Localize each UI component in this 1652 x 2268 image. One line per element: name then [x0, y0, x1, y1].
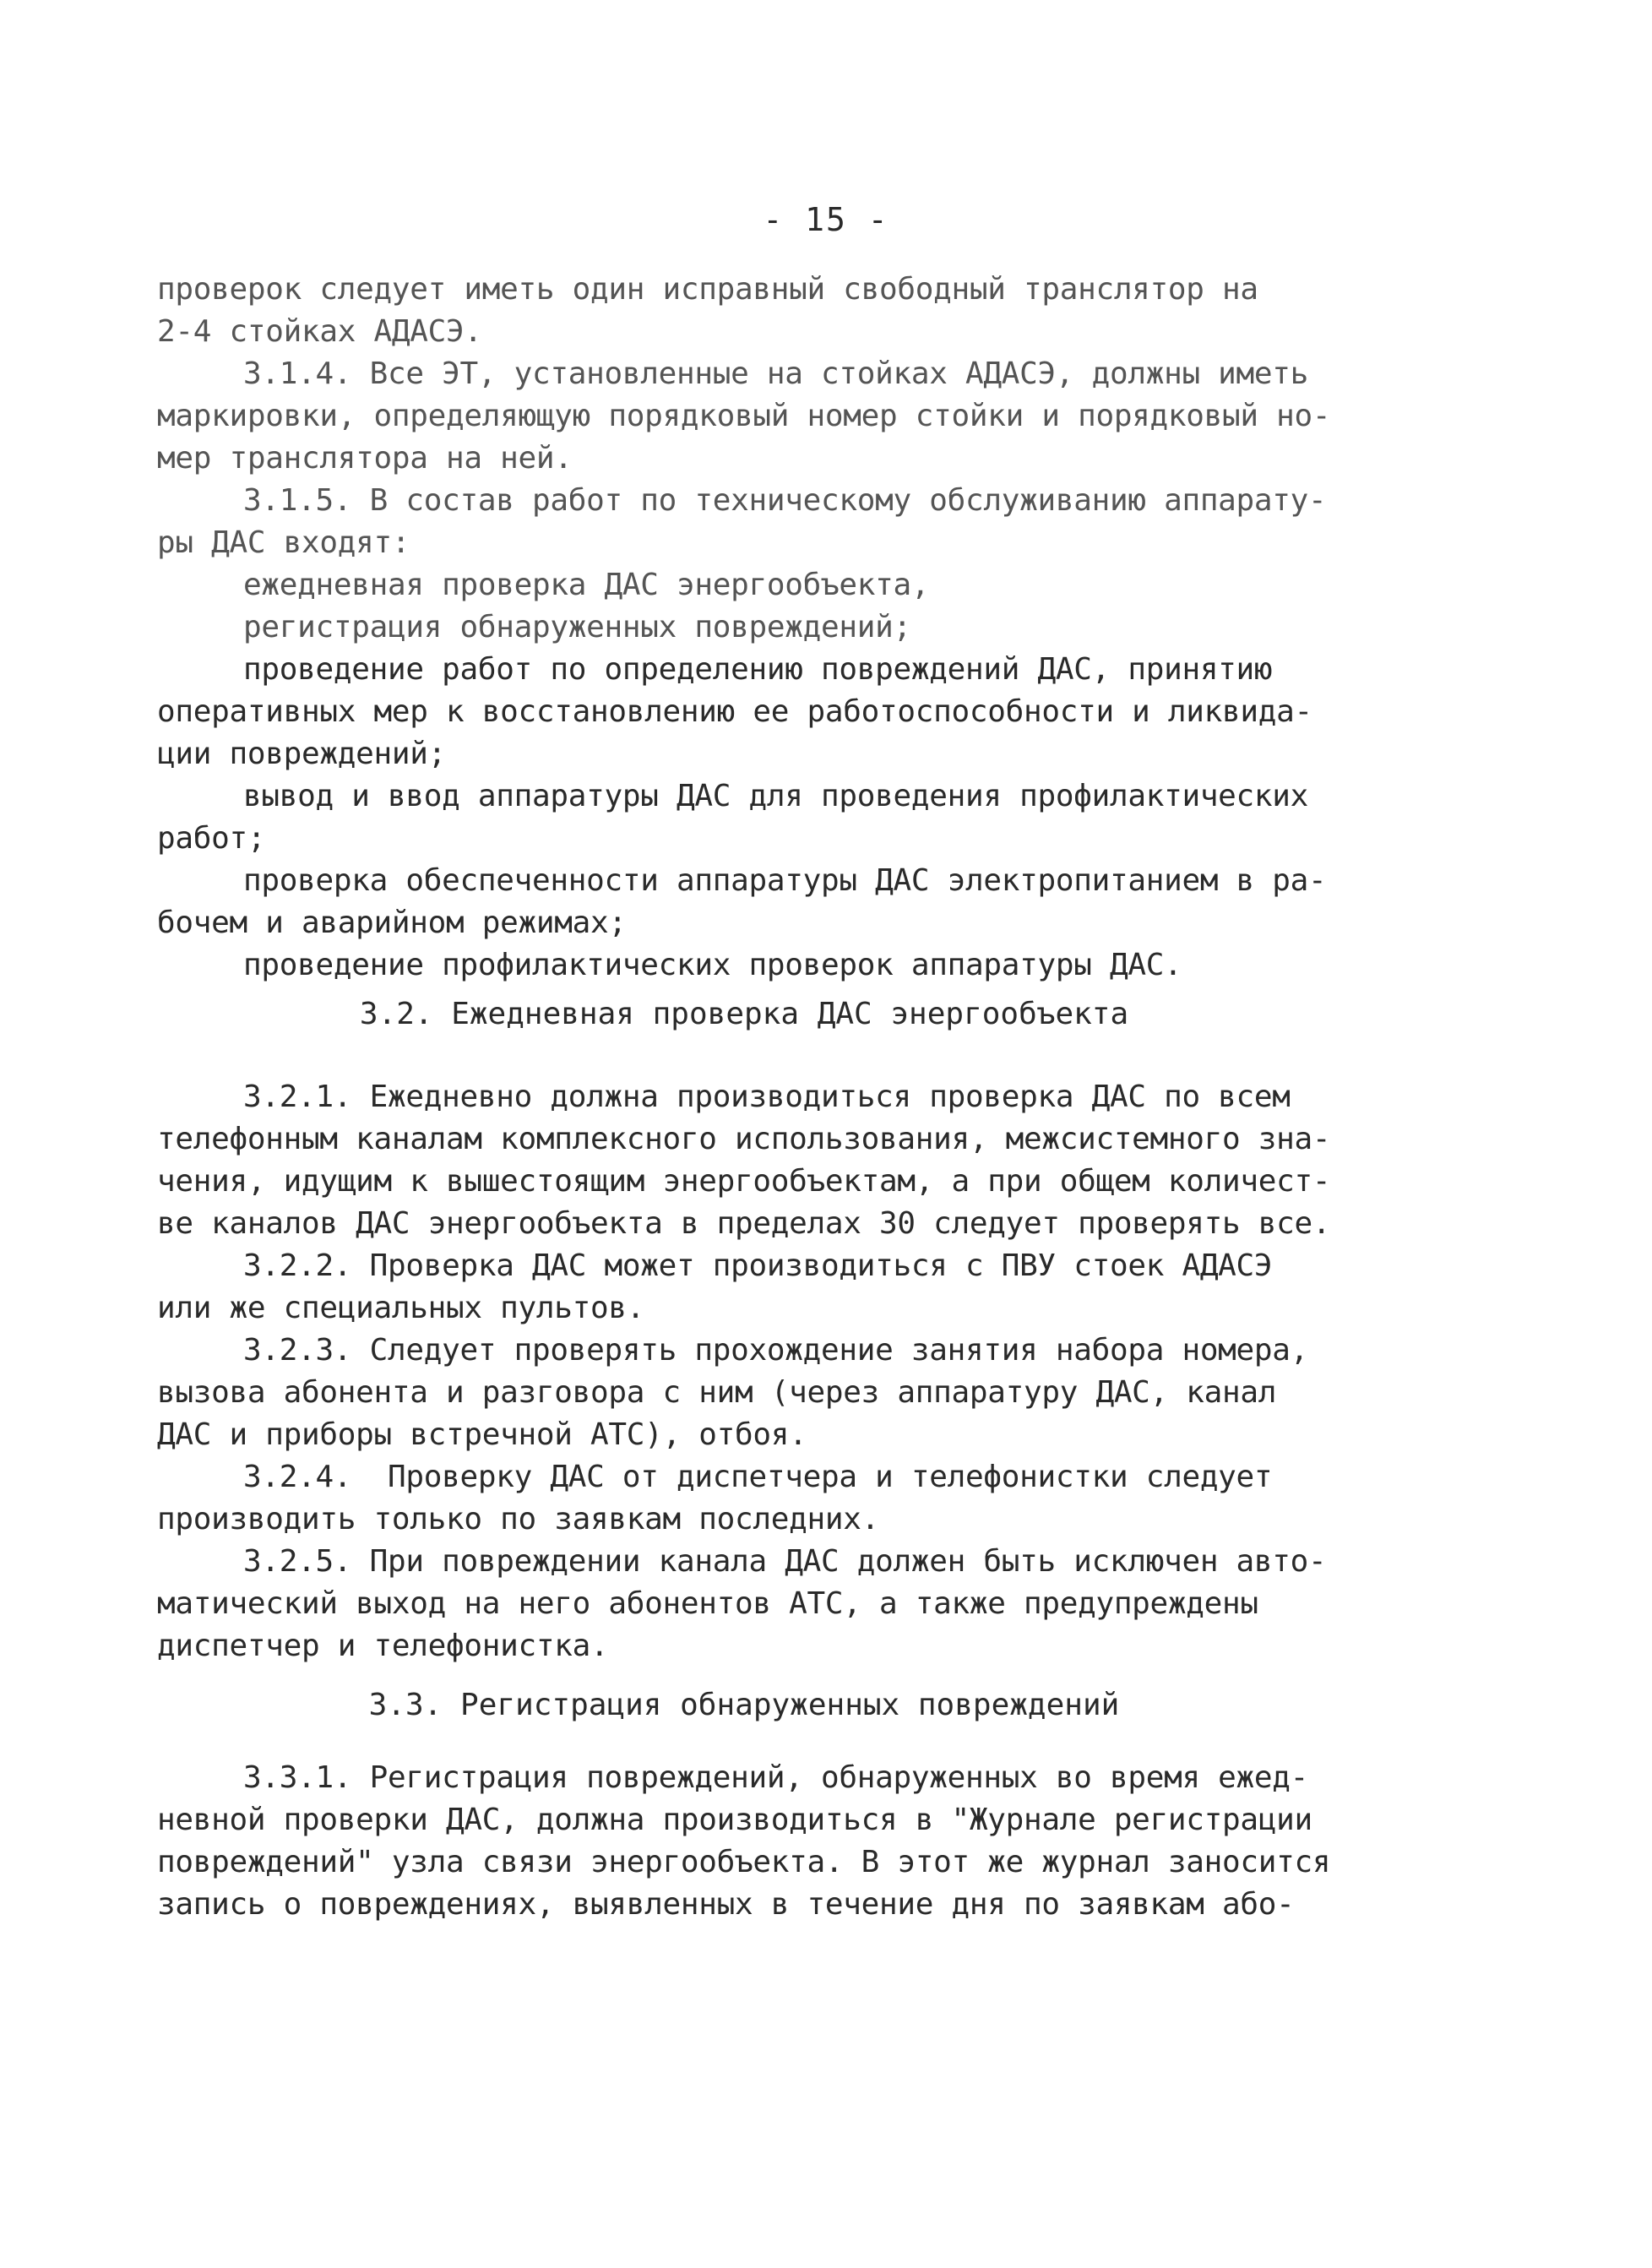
paragraph-3-2-2 — [157, 1245, 1297, 1330]
text-line: проведение работ по определению повреждений ДАС, принятию — [243, 652, 1273, 687]
section-heading-3-2: 3.2. Ежедневная проверка ДАС энергообъекта — [359, 997, 1129, 1031]
text-line: вызова абонента и разговора с ним (через аппаратуру ДАС, канал — [157, 1375, 1277, 1410]
text-line: проведение профилактических проверок аппаратуры ДАС. — [243, 948, 1182, 982]
text-line: маркировки, определяющую порядковый номер стойки и порядковый но- — [157, 399, 1331, 433]
text-line: ДАС и приборы встречной АТС), отбоя. — [157, 1417, 807, 1452]
text-line: ежедневная проверка ДАС энергообъекта, — [243, 568, 930, 602]
paragraph-3-2-4 — [157, 1456, 1297, 1541]
text-line: 3.2.2. Проверка ДАС может производиться с ПВУ стоек АДАСЭ — [243, 1248, 1273, 1283]
text-line: 3.2.1. Ежедневно должна производиться проверка ДАС по всем — [243, 1080, 1291, 1114]
section-3-2-body — [157, 1076, 1331, 1667]
list-item — [157, 775, 1309, 860]
text-line: повреждений" узла связи энергообъекта. В этот же журнал заносится — [157, 1845, 1331, 1879]
intro-paragraph — [157, 269, 1297, 353]
paragraph-3-1-4 — [157, 353, 1331, 480]
section-heading-3-3: 3.3. Регистрация обнаруженных повреждений — [368, 1688, 1120, 1722]
text-line: ве каналов ДАС энергообъекта в пределах 30 следует проверять все. — [157, 1206, 1331, 1241]
paragraph-3-3-1 — [157, 1757, 1331, 1926]
paragraph-3-2-3 — [157, 1330, 1309, 1456]
text-line: регистрация обнаруженных повреждений; — [243, 610, 911, 645]
text-line: 3.2.4. Проверку ДАС от диспетчера и телефонистки следует — [243, 1460, 1273, 1494]
section-3-3-body — [157, 1757, 1331, 1926]
text-line: или же специальных пультов. — [157, 1291, 645, 1325]
text-line: 2-4 стойках АДАСЭ. — [157, 314, 482, 349]
list-item — [157, 649, 1312, 775]
text-line: работ; — [157, 821, 266, 856]
text-line: 3.3.1. Регистрация повреждений, обнаруженных во время ежед- — [243, 1760, 1309, 1795]
text-line: 3.1.4. Все ЭТ, установленные на стойках АДАСЭ, должны иметь — [243, 356, 1309, 391]
list-item — [157, 606, 1297, 649]
document-body — [157, 269, 1331, 1926]
text-line: телефонным каналам комплексного использования, межсистемного зна- — [157, 1122, 1331, 1156]
text-line: вывод и ввод аппаратуры ДАС для проведения профилактических — [243, 779, 1309, 813]
text-line: производить только по заявкам последних. — [157, 1502, 879, 1536]
text-line: чения, идущим к вышестоящим энергообъектам, а при общем количест- — [157, 1164, 1331, 1199]
text-line: проверок следует иметь один исправный свободный транслятор на — [157, 272, 1258, 307]
text-line: матический выход на него абонентов АТС, а также предупреждены — [157, 1586, 1258, 1621]
paragraph-3-2-5 — [157, 1541, 1327, 1667]
text-line: бочем и аварийном режимах; — [157, 906, 627, 940]
list-item — [157, 860, 1327, 944]
paragraph-3-1-5 — [157, 480, 1327, 564]
text-line: диспетчер и телефонистка. — [157, 1629, 609, 1663]
text-line: невной проверки ДАС, должна производиться в "Журнале регистрации — [157, 1803, 1312, 1837]
paragraph-3-2-1 — [157, 1076, 1331, 1245]
text-line: 3.2.5. При повреждении канала ДАС должен быть исключен авто- — [243, 1544, 1327, 1579]
text-line: ры ДАС входят: — [157, 525, 410, 560]
list-item — [157, 944, 1297, 987]
work-list — [157, 564, 1327, 987]
text-line: ции повреждений; — [157, 737, 446, 771]
text-line: 3.2.3. Следует проверять прохождение занятия набора номера, — [243, 1333, 1309, 1368]
page-number: - 15 - — [763, 201, 889, 238]
list-item — [157, 564, 1297, 606]
text-line: оперативных мер к восстановлению ее работоспособности и ликвида- — [157, 694, 1312, 729]
text-line: 3.1.5. В состав работ по техническому обслуживанию аппарату- — [243, 483, 1327, 518]
text-line: мер транслятора на ней. — [157, 441, 573, 476]
text-line: проверка обеспеченности аппаратуры ДАС электропитанием в ра- — [243, 863, 1327, 898]
text-line: запись о повреждениях, выявленных в течение дня по заявкам або- — [157, 1887, 1295, 1922]
